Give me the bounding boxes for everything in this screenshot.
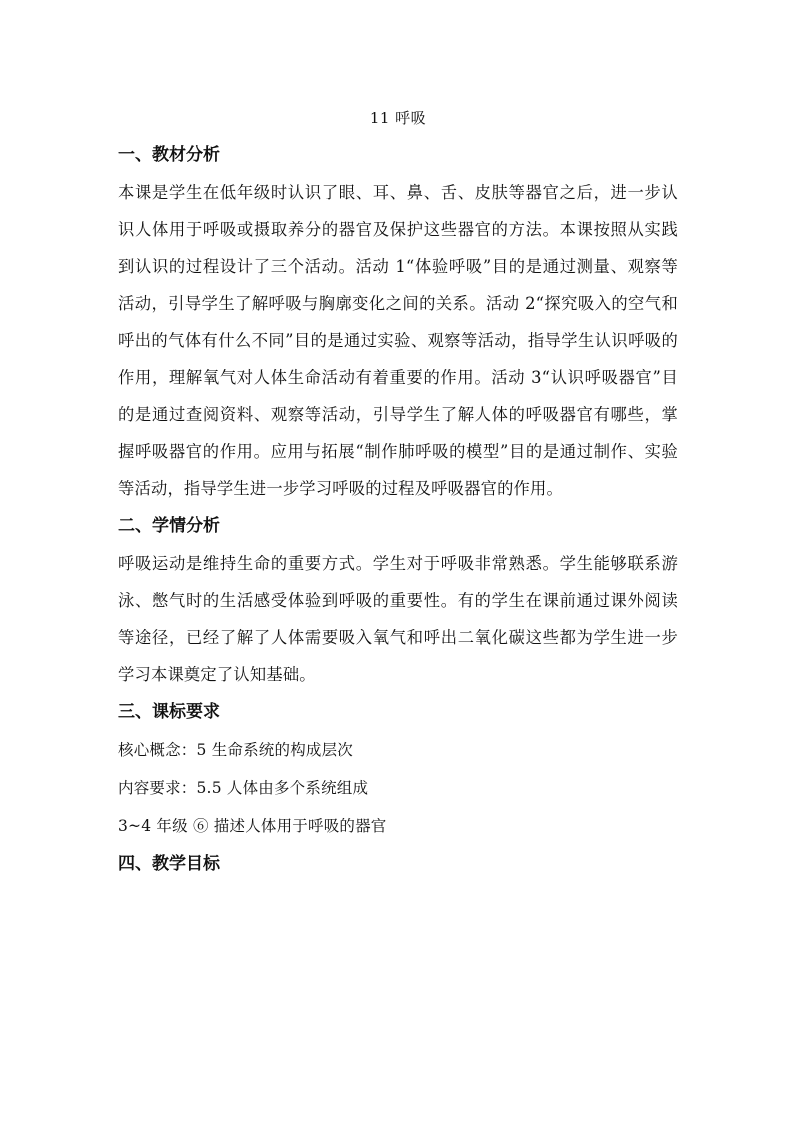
grade-requirement-line: 3~4 年级 ⑥ 描述人体用于呼吸的器官 — [118, 817, 387, 835]
content-requirement-line: 内容要求：5.5 人体由多个系统组成 — [118, 779, 369, 797]
section-heading-teaching-objectives: 四、教学目标 — [118, 854, 220, 874]
section-heading-student-analysis: 二、学情分析 — [118, 516, 220, 536]
section-heading-textbook-analysis: 一、教材分析 — [118, 145, 220, 165]
student-analysis-paragraph: 呼吸运动是维持生命的重要方式。学生对于呼吸非常熟悉。学生能够联系游泳、憋气时的生活感受体验到呼吸的重要性。有的学生在课前通过课外阅读等途径，已经了解了人体需要吸入氧气和呼出二氧化碳这些都为学生进一步学习本课奠定了认知基础。 — [118, 554, 678, 684]
document-body — [118, 104, 678, 883]
document-title: 11 呼吸 — [369, 109, 427, 127]
section-heading-curriculum-requirements: 三、课标要求 — [118, 702, 220, 722]
textbook-analysis-paragraph: 本课是学生在低年级时认识了眼、耳、鼻、舌、皮肤等器官之后，进一步认识人体用于呼吸或摄取养分的器官及保护这些器官的方法。本课按照从实践到认识的过程设计了三个活动。活动 1“体验呼吸”目的是通过测量、观察等活动，引导学生了解呼吸与胸廓变化之间的关系。活动 2“探究吸入的空气和呼出的气体有什么不同”目的是通过实验、观察等活动，指导学生认识呼吸的作用，理解氧气对人体生命活动有着重要的作用。活动 3“认识呼吸器官”目的是通过查阅资料、观察等活动，引导学生了解人体的呼吸器官有哪些，掌握呼吸器官的作用。应用与拓展“制作肺呼吸的模型”目的是通过制作、实验等活动，指导学生进一步学习呼吸的过程及呼吸器官的作用。 — [118, 183, 678, 498]
core-concept-line: 核心概念：5 生命系统的构成层次 — [118, 741, 353, 759]
